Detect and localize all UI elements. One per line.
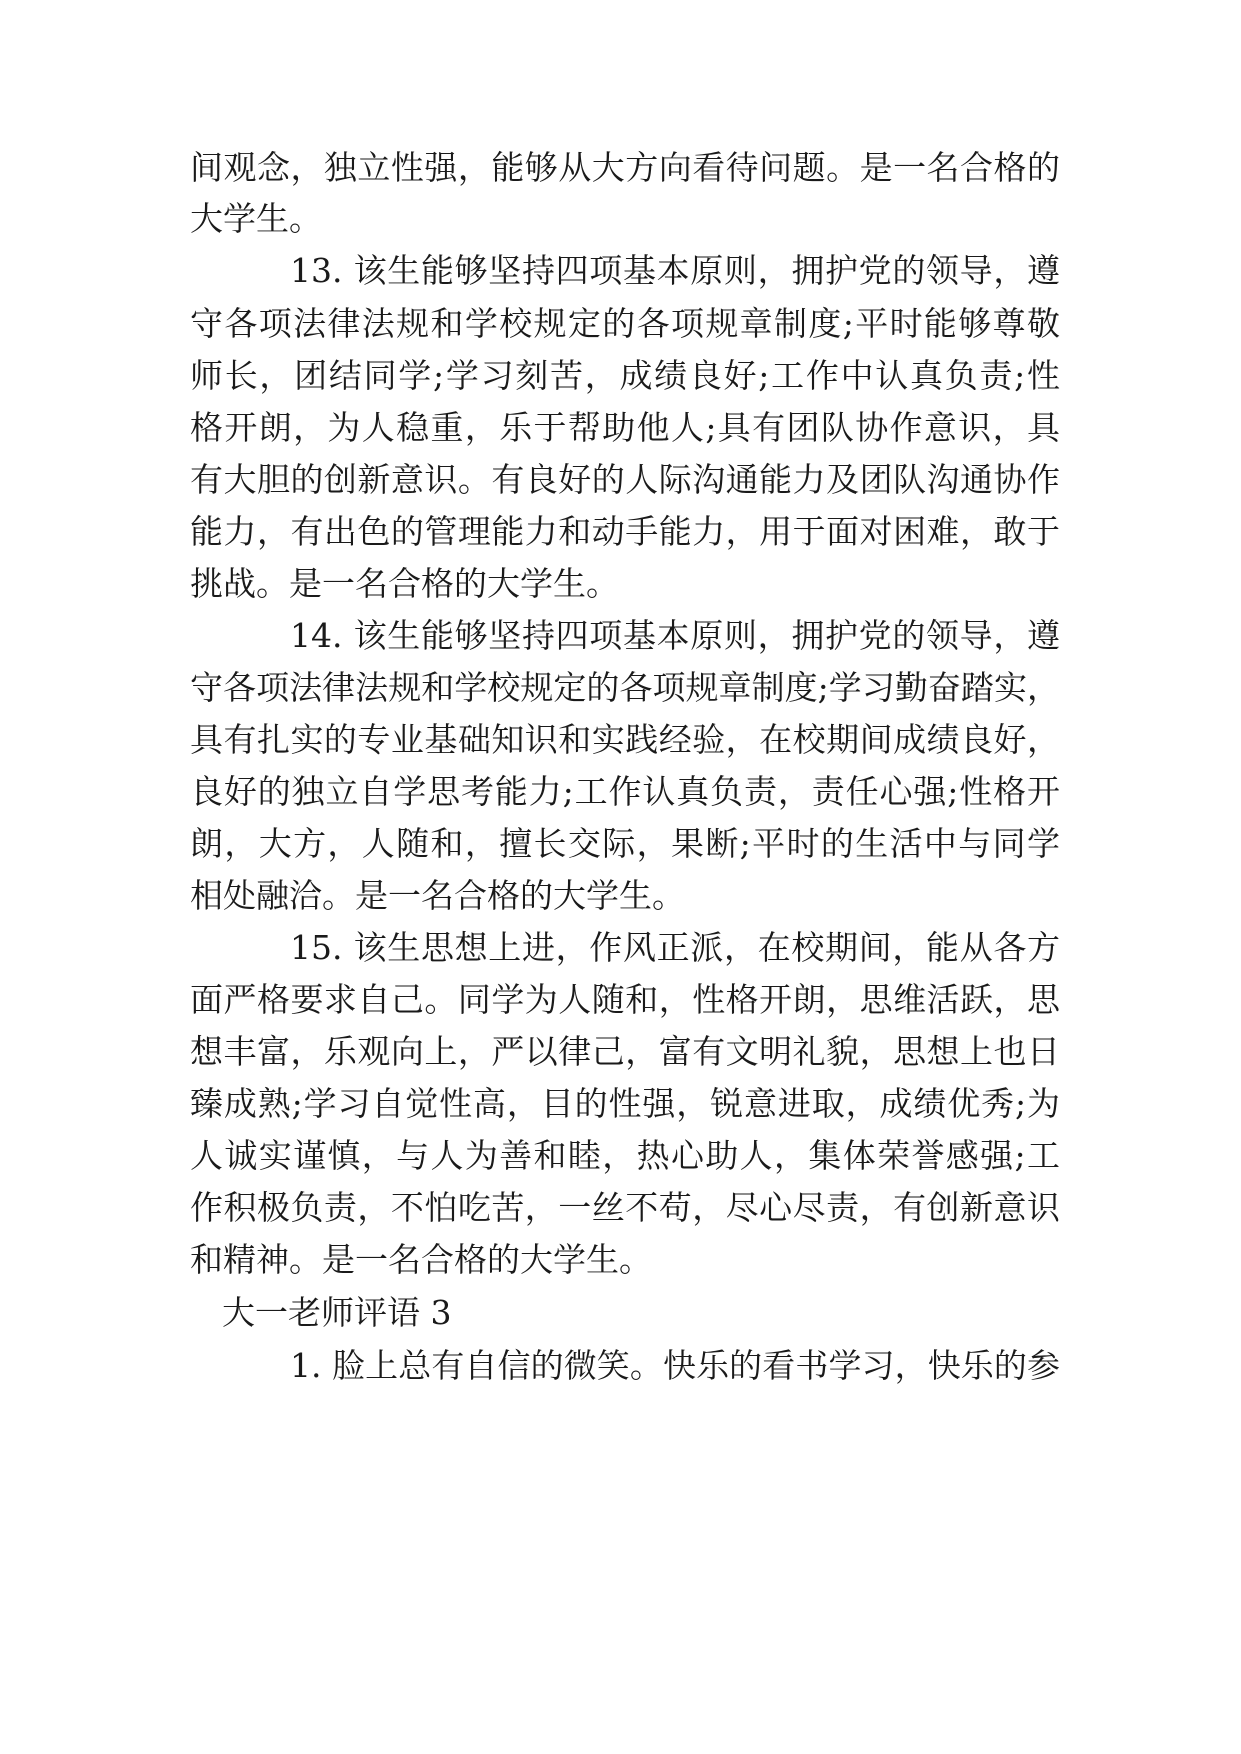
text-line: 良好的独立自学思考能力;工作认真负责，责任心强;性格开	[190, 772, 1060, 811]
text-line: 间观念，独立性强，能够从大方向看待问题。是一名合格的	[190, 148, 1060, 187]
section-heading: 大一老师评语 3	[222, 1293, 452, 1332]
text-line: 具有扎实的专业基础知识和实践经验，在校期间成绩良好，	[190, 720, 1060, 759]
text-line: 守各项法律法规和学校规定的各项规章制度;平时能够尊敬	[190, 304, 1060, 343]
text-line: 面严格要求自己。同学为人随和，性格开朗，思维活跃，思	[190, 980, 1060, 1019]
text-line: 有大胆的创新意识。有良好的人际沟通能力及团队沟通协作	[190, 460, 1060, 499]
text-line: 守各项法律法规和学校规定的各项规章制度;学习勤奋踏实，	[190, 668, 1060, 707]
item-14-first-line: 14. 该生能够坚持四项基本原则，拥护党的领导，遵	[290, 616, 1060, 655]
text-line: 和精神。是一名合格的大学生。	[190, 1240, 652, 1279]
item-1-first-line: 1. 脸上总有自信的微笑。快乐的看书学习，快乐的参	[290, 1346, 1060, 1385]
text-line: 师长，团结同学;学习刻苦，成绩良好;工作中认真负责;性	[190, 356, 1060, 395]
text-line: 能力，有出色的管理能力和动手能力，用于面对困难，敢于	[190, 512, 1060, 551]
text-line: 格开朗，为人稳重，乐于帮助他人;具有团队协作意识，具	[190, 408, 1060, 447]
item-15-first-line: 15. 该生思想上进，作风正派，在校期间，能从各方	[290, 928, 1060, 967]
text-line: 挑战。是一名合格的大学生。	[190, 564, 619, 603]
text-line: 人诚实谨慎，与人为善和睦，热心助人，集体荣誉感强;工	[190, 1136, 1060, 1175]
text-line: 作积极负责，不怕吃苦，一丝不苟，尽心尽责，有创新意识	[190, 1188, 1060, 1227]
text-line: 想丰富，乐观向上，严以律己，富有文明礼貌，思想上也日	[190, 1032, 1060, 1071]
item-13-first-line: 13. 该生能够坚持四项基本原则，拥护党的领导，遵	[290, 251, 1060, 290]
text-line: 大学生。	[190, 199, 322, 238]
text-line: 相处融洽。是一名合格的大学生。	[190, 876, 685, 915]
text-line: 朗，大方，人随和，擅长交际，果断;平时的生活中与同学	[190, 824, 1060, 863]
text-line: 臻成熟;学习自觉性高，目的性强，锐意进取，成绩优秀;为	[190, 1084, 1060, 1123]
